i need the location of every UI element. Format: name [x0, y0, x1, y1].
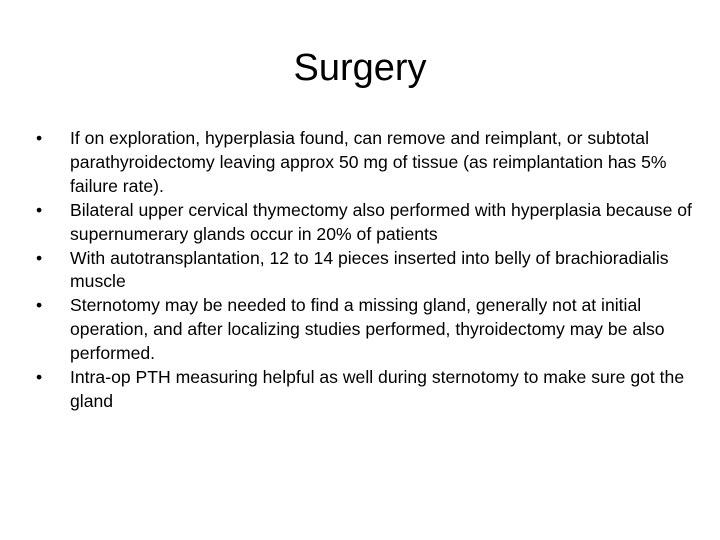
bullet-text: Intra-op PTH measuring helpful as well during sternotomy to make sure got the gland [70, 367, 685, 411]
bullet-list [36, 127, 696, 414]
bullet-dot-icon: • [36, 295, 43, 316]
bullet-dot-icon: • [36, 128, 43, 148]
bullet-item [36, 247, 696, 295]
bullet-text: If on exploration, hyperplasia found, can remove and reimplant, or subtotal parathyroidectomy leaving approx 50 mg of tissue (as reimplantation has 5% failure rate). [70, 128, 667, 196]
bullet-text: Bilateral upper cervical thymectomy also performed with hyperplasia because of supernumerary glands occur in 20% of patients [70, 199, 692, 244]
bullet-item [36, 294, 696, 366]
bullet-text: With autotransplantation, 12 to 14 pieces inserted into belly of brachioradialis muscle [70, 247, 669, 292]
bullet-dot-icon: • [36, 199, 43, 220]
bullet-dot-icon: • [36, 247, 43, 268]
slide-title: Surgery [293, 47, 427, 89]
bullet-item [36, 199, 696, 247]
bullet-item [36, 127, 696, 199]
bullet-dot-icon: • [36, 367, 43, 388]
bullet-item [36, 366, 696, 414]
bullet-text: Sternotomy may be needed to find a missing gland, generally not at initial operation, and after localizing studies performed, thyroidectomy may be also performed. [70, 295, 665, 364]
